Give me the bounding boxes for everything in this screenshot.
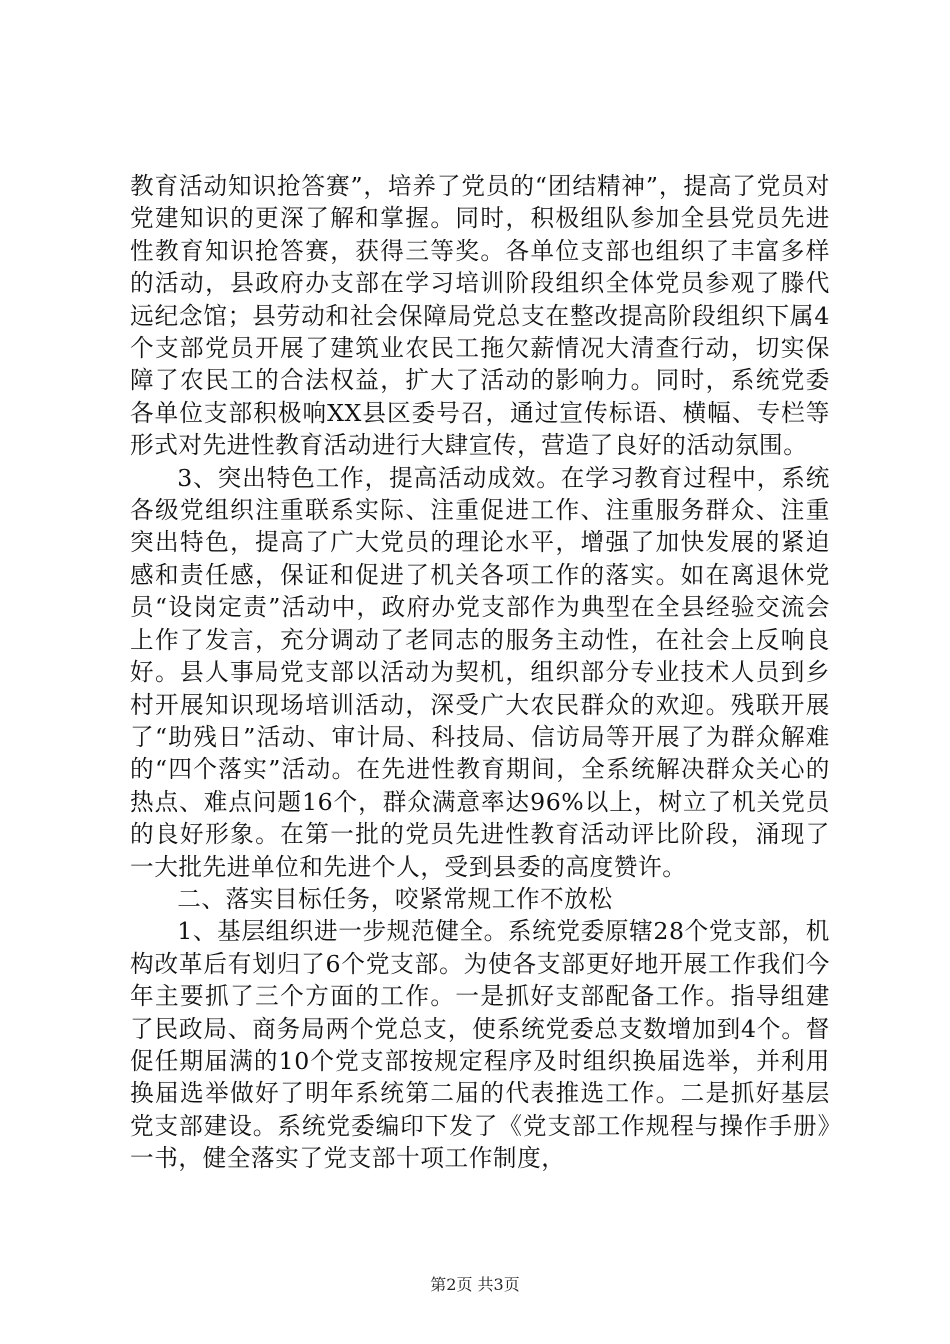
section-heading-two: 二、落实目标任务，咬紧常规工作不放松 [177, 884, 613, 913]
page-number-footer: 第2页 共3页 [430, 1275, 520, 1294]
paragraph-continuation: 教育活动知识抢答赛”，培养了党员的“团结精神”，提高了党员对党建知识的更深了解和掌握。同时，积极组队参加全县党员先进性教育知识抢答赛，获得三等奖。各单位支部也组织了丰富多样的活动，县政府办支部在学习培训阶段组织全体党员参观了滕代远纪念馆；县劳动和社会保障局党总支在整改提高阶段组织下属4个支部党员开展了建筑业农民工拖欠薪情况大清查行动，切实保障了农民工的合法权益，扩大了活动的影响力。同时，系统党委各单位支部积极响XX县区委号召，通过宣传标语、横幅、专栏等形式对先进性教育活动进行大肆宣传，营造了良好的活动氛围。 [130, 172, 830, 460]
paragraph-grassroots-organization: 1、基层组织进一步规范健全。系统党委原辖28个党支部，机构改革后有划归了6个党支部。为使各支部更好地开展工作我们今年主要抓了三个方面的工作。一是抓好支部配备工作。指导组建了民政局、商务局两个党总支，使系统党委总支数增加到4个。督促任期届满的10个党支部按规定程序及时组织换届选举，并利用换届选举做好了明年系统第二届的代表推选工作。二是抓好基层党支部建设。系统党委编印下发了《党支部工作规程与操作手册》一书，健全落实了党支部十项工作制度， [130, 917, 830, 1173]
document-body [130, 170, 830, 1175]
paragraph-highlight-work: 3、突出特色工作，提高活动成效。在学习教育过程中，系统各级党组织注重联系实际、注重促进工作、注重服务群众、注重突出特色，提高了广大党员的理论水平，增强了加快发展的紧迫感和责任感，保证和促进了机关各项工作的落实。如在离退休党员“设岗定责”活动中，政府办党支部作为典型在全县经验交流会上作了发言，充分调动了老同志的服务主动性，在社会上反响良好。县人事局党支部以活动为契机，组织部分专业技术人员到乡村开展知识现场培训活动，深受广大农民群众的欢迎。残联开展了“助残日”活动、审计局、科技局、信访局等开展了为群众解难的“四个落实”活动。在先进性教育期间，全系统解决群众关心的热点、难点问题16个，群众满意率达96%以上，树立了机关党员的良好形象。在第一批的党员先进性教育活动评比阶段，涌现了一大批先进单位和先进个人，受到县委的高度赞许。 [130, 463, 830, 881]
